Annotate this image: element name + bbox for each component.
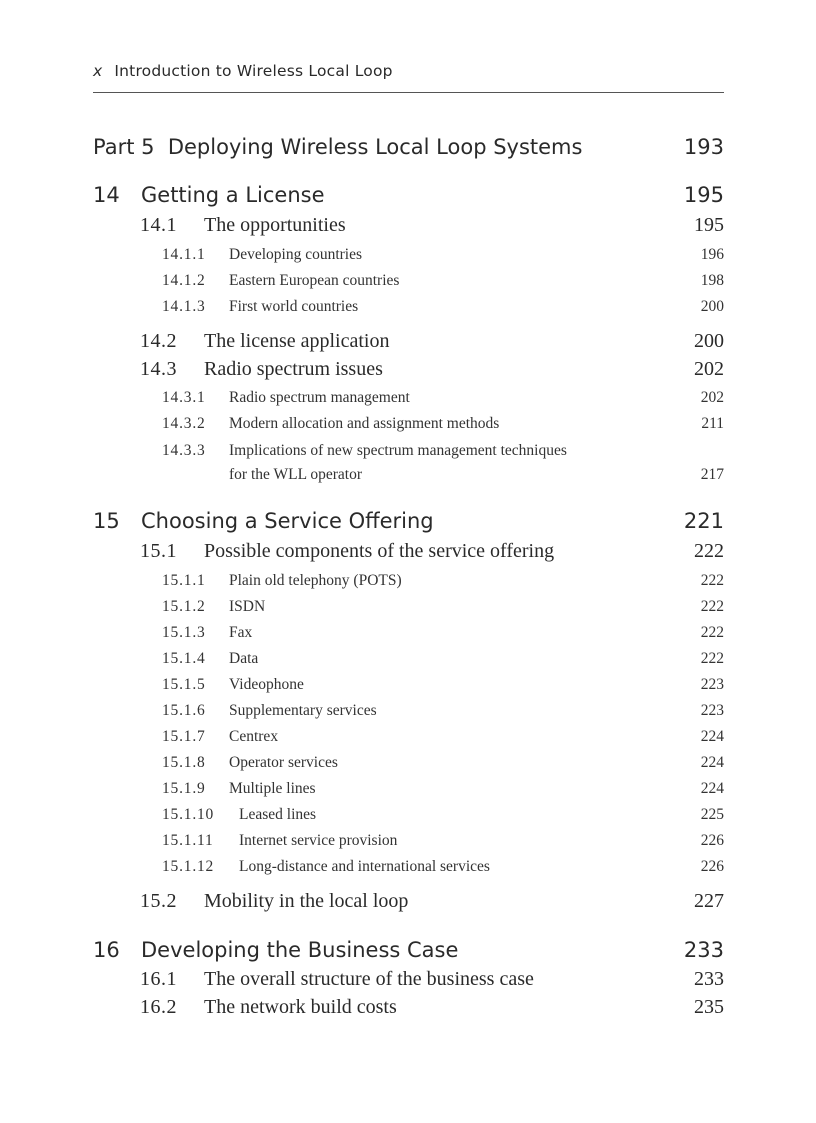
subsection-number: 15.1.11 (162, 832, 214, 849)
section-number: 15.2 (140, 890, 177, 912)
section-page: 227 (694, 890, 724, 912)
chapter-entry (0, 509, 816, 539)
subsection-page: 222 (700, 572, 724, 589)
section-entry (0, 358, 816, 388)
subsection-entry (0, 298, 816, 328)
section-number: 14.1 (140, 214, 177, 236)
subsection-title: Multiple lines (229, 780, 316, 797)
subsection-title: Implications of new spectrum management techniques (229, 442, 567, 459)
subsection-page: 198 (700, 272, 724, 289)
running-header (93, 62, 723, 80)
subsection-title: Plain old telephony (POTS) (229, 572, 402, 589)
subsection-page: 225 (700, 806, 724, 823)
subsection-entry (0, 858, 816, 888)
subsection-number: 15.1.10 (162, 806, 215, 823)
section-page: 233 (694, 968, 724, 990)
chapter-title: Getting a License (141, 183, 325, 207)
subsection-title: Long-distance and international services (239, 858, 490, 875)
part-entry (0, 135, 816, 165)
subsection-title: Internet service provision (239, 832, 398, 849)
subsection-title: Operator services (229, 754, 338, 771)
section-number: 14.3 (140, 358, 177, 380)
header-rule (93, 92, 724, 93)
section-title: The overall structure of the business case (204, 968, 534, 990)
subsection-title: Videophone (229, 676, 304, 693)
subsection-title: Radio spectrum management (229, 389, 410, 406)
subsection-page: 224 (700, 728, 724, 745)
subsection-page: 222 (700, 598, 724, 615)
section-page: 235 (694, 996, 724, 1018)
subsection-number: 15.1.5 (162, 676, 206, 693)
subsection-number: 14.1.2 (162, 272, 206, 289)
subsection-page: 222 (700, 624, 724, 641)
chapter-number: 16 (93, 938, 120, 962)
subsection-page: 196 (700, 246, 724, 263)
chapter-page: 195 (683, 183, 724, 207)
subsection-title: Centrex (229, 728, 279, 745)
subsection-number: 15.1.3 (162, 624, 206, 641)
section-entry (0, 996, 816, 1026)
subsection-title: Developing countries (229, 246, 363, 263)
subsection-page: 202 (700, 389, 724, 406)
subsection-title: Modern allocation and assignment methods (229, 415, 500, 432)
section-title: The opportunities (204, 214, 346, 236)
section-entry (0, 540, 816, 570)
section-entry (0, 214, 816, 244)
subsection-page: 222 (700, 650, 724, 667)
section-entry (0, 890, 816, 920)
subsection-number: 15.1.7 (162, 728, 206, 745)
subsection-title: Fax (229, 624, 253, 641)
subsection-page: 217 (700, 466, 724, 483)
subsection-number: 14.3.2 (162, 415, 206, 432)
section-entry (0, 330, 816, 360)
section-number: 14.2 (140, 330, 177, 352)
subsection-number: 15.1.8 (162, 754, 206, 771)
subsection-number: 14.3.1 (162, 389, 206, 406)
subsection-number: 14.1.3 (162, 298, 206, 315)
part-page: 193 (683, 135, 724, 159)
subsection-page: 224 (700, 780, 724, 797)
subsection-title: Data (229, 650, 259, 667)
subsection-page: 226 (700, 832, 724, 849)
subsection-number: 15.1.1 (162, 572, 206, 589)
subsection-number: 14.1.1 (162, 246, 206, 263)
subsection-title: ISDN (229, 598, 266, 615)
page-number: x (93, 62, 103, 80)
chapter-title: Choosing a Service Offering (141, 509, 434, 533)
subsection-number: 14.3.3 (162, 442, 206, 459)
section-page: 222 (694, 540, 724, 562)
subsection-page: 211 (701, 415, 724, 432)
section-title: Radio spectrum issues (204, 358, 383, 380)
chapter-number: 15 (93, 509, 120, 533)
subsection-number: 15.1.2 (162, 598, 206, 615)
subsection-page: 200 (700, 298, 724, 315)
section-title: Possible components of the service offering (204, 540, 555, 562)
subsection-title: Supplementary services (229, 702, 377, 719)
section-entry (0, 968, 816, 998)
subsection-number: 15.1.6 (162, 702, 206, 719)
section-title: The network build costs (204, 996, 397, 1018)
section-page: 200 (694, 330, 724, 352)
section-page: 202 (694, 358, 724, 380)
section-title: Mobility in the local loop (204, 890, 409, 912)
subsection-title-continued: for the WLL operator (229, 466, 362, 483)
chapter-entry (0, 938, 816, 968)
section-number: 16.2 (140, 996, 177, 1018)
section-title: The license application (204, 330, 390, 352)
section-number: 15.1 (140, 540, 177, 562)
chapter-page: 233 (683, 938, 724, 962)
subsection-title: Leased lines (239, 806, 317, 823)
section-number: 16.1 (140, 968, 177, 990)
subsection-page: 226 (700, 858, 724, 875)
section-page: 195 (694, 214, 724, 236)
subsection-page: 223 (700, 676, 724, 693)
chapter-title: Developing the Business Case (141, 938, 459, 962)
chapter-page: 221 (683, 509, 724, 533)
chapter-number: 14 (93, 183, 120, 207)
chapter-entry (0, 183, 816, 213)
part-title: Part 5 Deploying Wireless Local Loop Systems (93, 135, 583, 159)
subsection-continuation (0, 466, 816, 496)
subsection-page: 224 (700, 754, 724, 771)
subsection-number: 15.1.12 (162, 858, 215, 875)
subsection-number: 15.1.9 (162, 780, 206, 797)
subsection-title: Eastern European countries (229, 272, 400, 289)
subsection-entry (0, 415, 816, 445)
subsection-title: First world countries (229, 298, 359, 315)
subsection-number: 15.1.4 (162, 650, 206, 667)
subsection-page: 223 (700, 702, 724, 719)
running-title: Introduction to Wireless Local Loop (114, 62, 393, 80)
